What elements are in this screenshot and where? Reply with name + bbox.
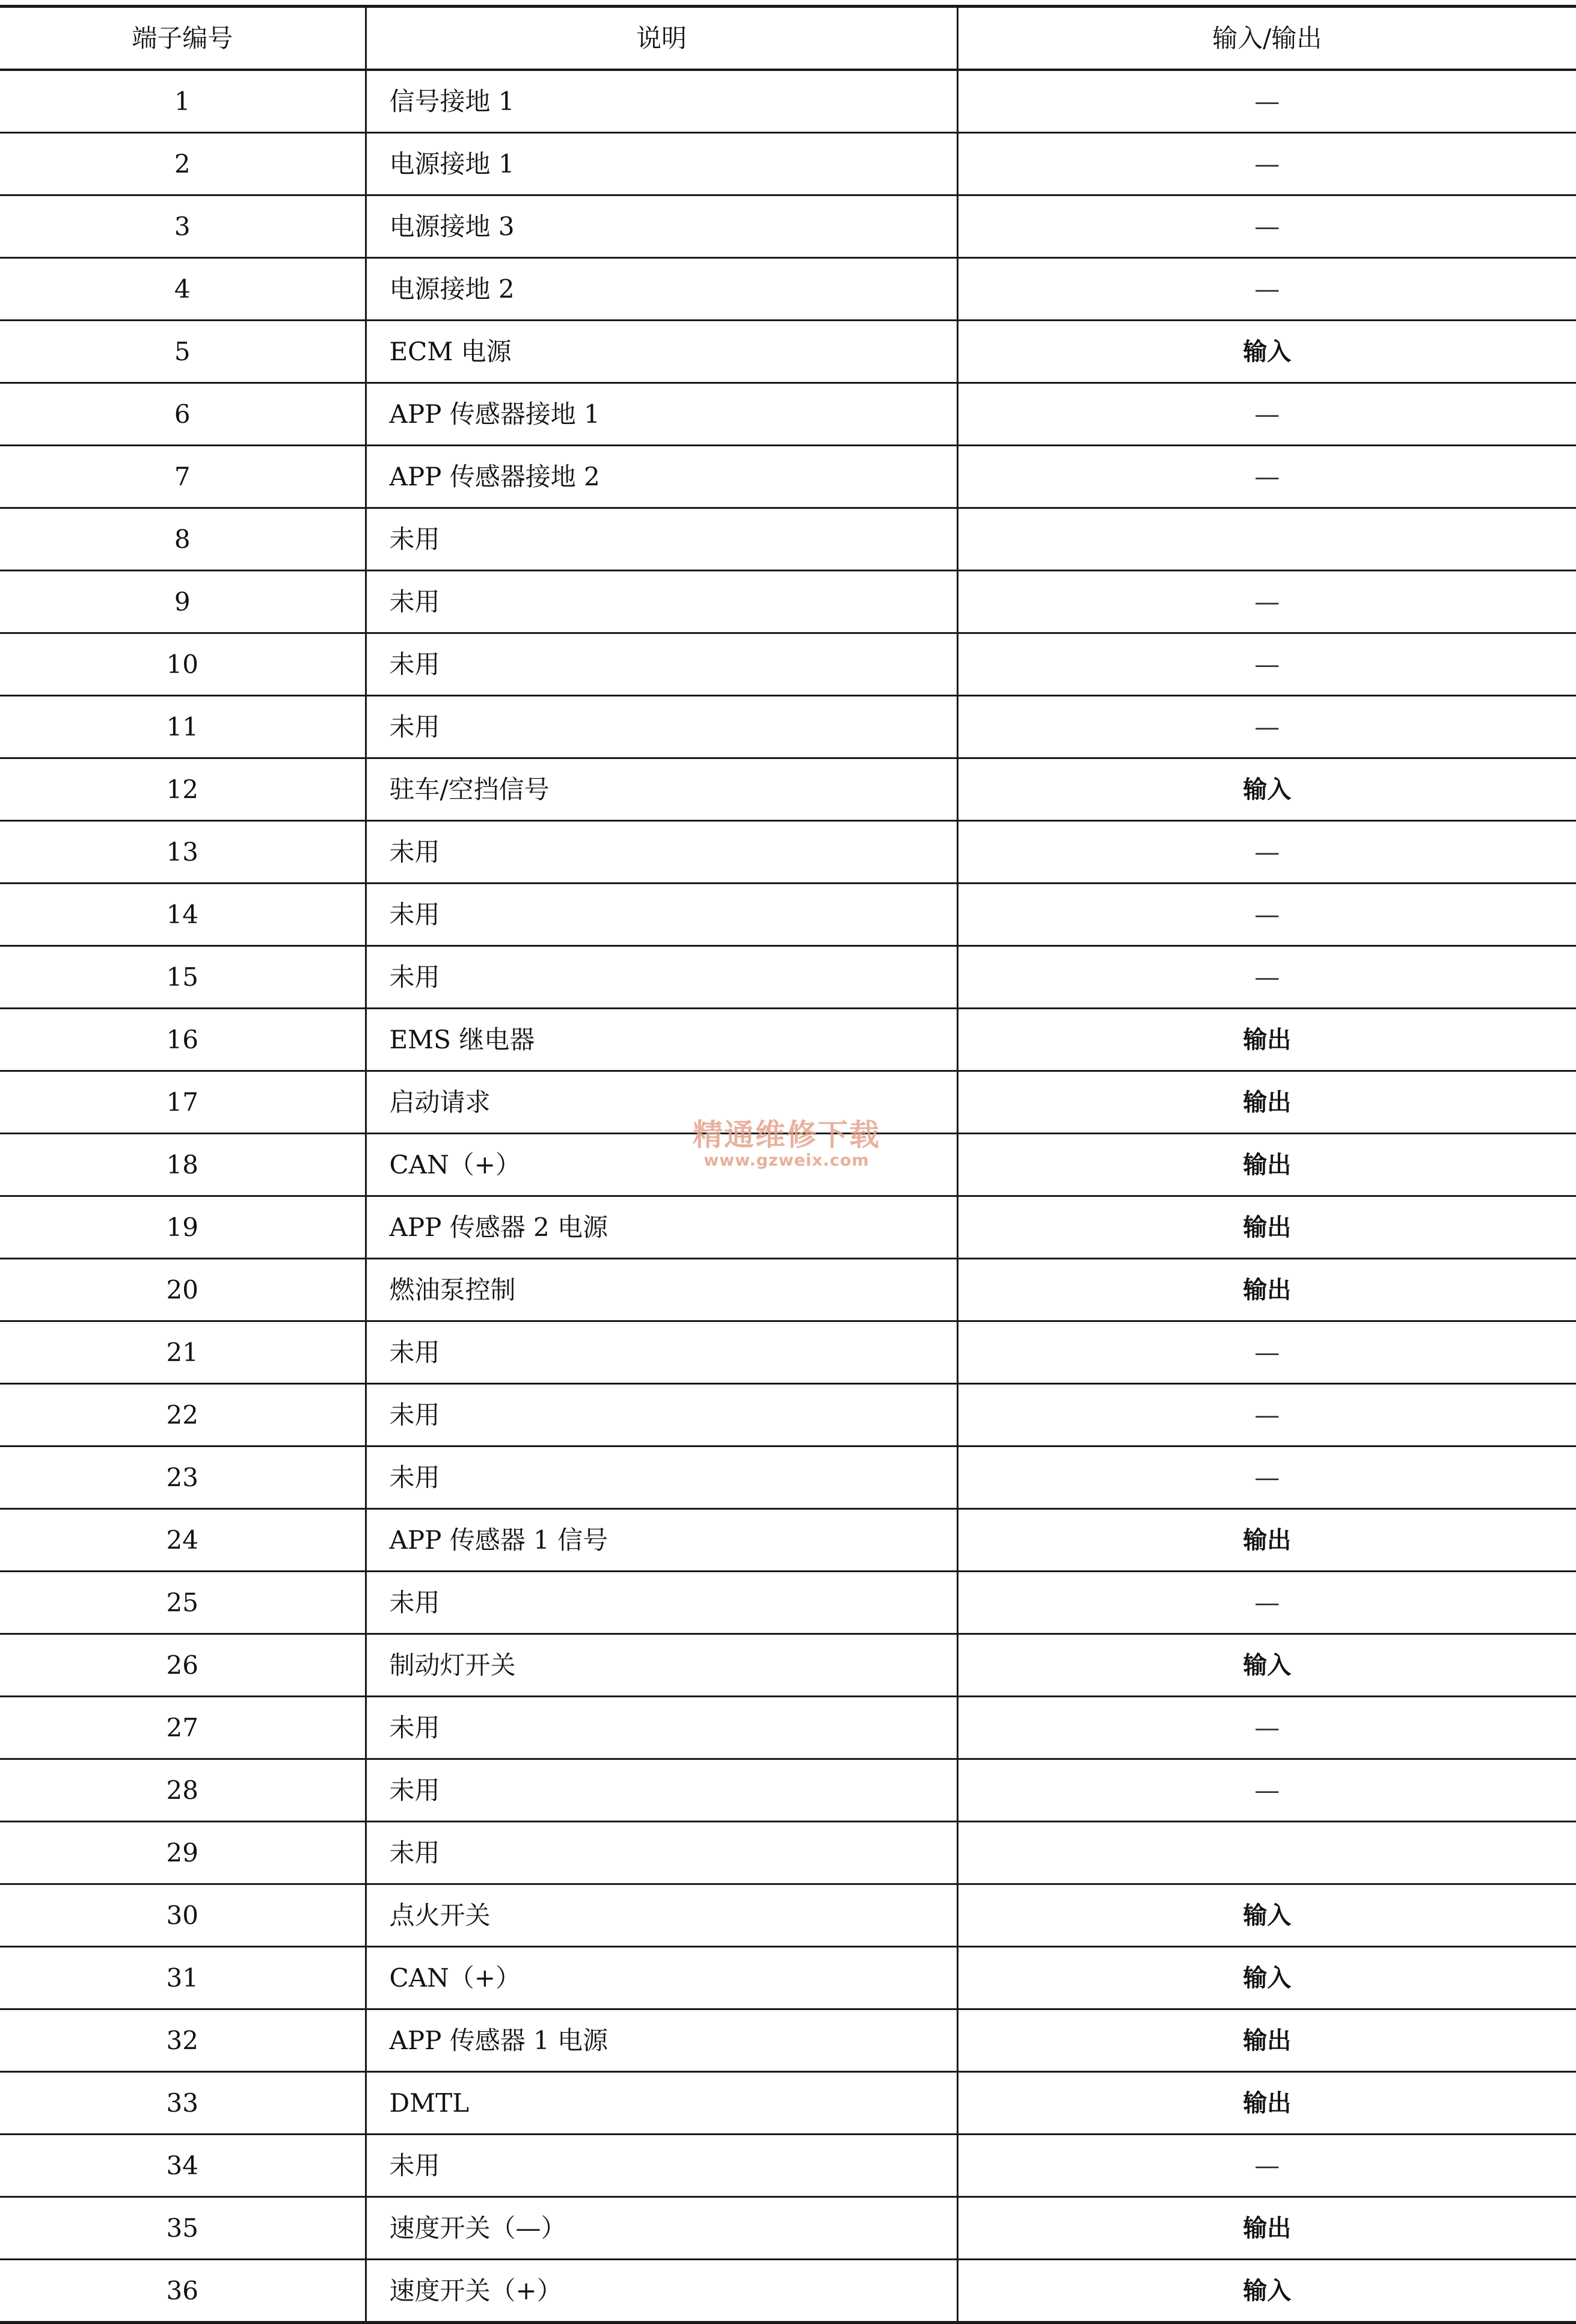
description-cell: 未用	[366, 884, 957, 946]
terminal-number-cell: 14	[0, 884, 366, 946]
input-output-cell: —	[957, 258, 1576, 321]
input-output-cell: —	[957, 1697, 1576, 1759]
header-input-output: 输入/输出	[957, 7, 1576, 70]
description-cell: 未用	[366, 1822, 957, 1884]
input-output-cell: —	[957, 133, 1576, 195]
terminal-number-cell: 11	[0, 696, 366, 758]
input-output-cell	[957, 508, 1576, 571]
description-cell: 未用	[366, 1697, 957, 1759]
terminal-number-cell: 30	[0, 1884, 366, 1947]
table-row	[0, 696, 1576, 758]
terminal-number-cell: 28	[0, 1759, 366, 1822]
description-cell: APP 传感器 1 电源	[366, 2009, 957, 2072]
input-output-cell: 输入	[957, 2260, 1576, 2323]
description-cell: CAN（+）	[366, 1134, 957, 1196]
input-output-cell: —	[957, 1384, 1576, 1446]
terminal-number-cell: 7	[0, 446, 366, 508]
description-cell: 电源接地 2	[366, 258, 957, 321]
description-cell: 点火开关	[366, 1884, 957, 1947]
table-header	[0, 7, 1576, 70]
table-row	[0, 1884, 1576, 1947]
terminal-number-cell: 1	[0, 70, 366, 133]
input-output-cell: 输入	[957, 1884, 1576, 1947]
description-cell: 未用	[366, 508, 957, 571]
description-cell: 电源接地 3	[366, 195, 957, 258]
input-output-cell: 输出	[957, 1009, 1576, 1071]
table-row	[0, 1446, 1576, 1509]
description-cell: 未用	[366, 1759, 957, 1822]
description-cell: 电源接地 1	[366, 133, 957, 195]
input-output-cell: 输出	[957, 1259, 1576, 1321]
input-output-cell: —	[957, 383, 1576, 446]
table-row	[0, 2260, 1576, 2323]
terminal-number-cell: 3	[0, 195, 366, 258]
input-output-cell	[957, 1822, 1576, 1884]
table-row	[0, 446, 1576, 508]
terminal-number-cell: 19	[0, 1196, 366, 1259]
table-row	[0, 946, 1576, 1009]
description-cell: 未用	[366, 633, 957, 696]
table-row	[0, 1009, 1576, 1071]
terminal-number-cell: 16	[0, 1009, 366, 1071]
terminal-number-cell: 12	[0, 758, 366, 821]
description-cell: 未用	[366, 946, 957, 1009]
input-output-cell: —	[957, 821, 1576, 884]
description-cell: 速度开关（—）	[366, 2197, 957, 2260]
table-row	[0, 1634, 1576, 1697]
description-cell: 未用	[366, 2135, 957, 2197]
input-output-cell: 输出	[957, 2072, 1576, 2135]
terminal-number-cell: 8	[0, 508, 366, 571]
header-description: 说明	[366, 7, 957, 70]
input-output-cell: —	[957, 70, 1576, 133]
input-output-cell: —	[957, 946, 1576, 1009]
input-output-cell: 输出	[957, 1509, 1576, 1572]
table-body	[0, 70, 1576, 2323]
input-output-cell: 输出	[957, 2197, 1576, 2260]
input-output-cell: —	[957, 884, 1576, 946]
description-cell: 未用	[366, 1572, 957, 1634]
table-row	[0, 1321, 1576, 1384]
terminal-number-cell: 36	[0, 2260, 366, 2323]
terminal-number-cell: 25	[0, 1572, 366, 1634]
table-row	[0, 508, 1576, 571]
table-row	[0, 1384, 1576, 1446]
table-row	[0, 1134, 1576, 1196]
description-cell: 启动请求	[366, 1071, 957, 1134]
input-output-cell: —	[957, 633, 1576, 696]
description-cell: 未用	[366, 696, 957, 758]
table-row	[0, 321, 1576, 383]
table-row	[0, 2009, 1576, 2072]
watermark-url: www.gzweix.com	[704, 1151, 869, 1170]
input-output-cell: 输入	[957, 758, 1576, 821]
table-row	[0, 821, 1576, 884]
terminal-number-cell: 2	[0, 133, 366, 195]
terminal-number-cell: 21	[0, 1321, 366, 1384]
table-row	[0, 1509, 1576, 1572]
input-output-cell: —	[957, 446, 1576, 508]
table-row	[0, 1759, 1576, 1822]
description-cell: APP 传感器 2 电源	[366, 1196, 957, 1259]
terminal-number-cell: 10	[0, 633, 366, 696]
terminal-number-cell: 13	[0, 821, 366, 884]
terminal-number-cell: 26	[0, 1634, 366, 1697]
table-row	[0, 1947, 1576, 2009]
input-output-cell: —	[957, 1321, 1576, 1384]
input-output-cell: —	[957, 571, 1576, 633]
input-output-cell: 输出	[957, 1134, 1576, 1196]
table-row	[0, 383, 1576, 446]
terminal-number-cell: 34	[0, 2135, 366, 2197]
description-cell: APP 传感器 1 信号	[366, 1509, 957, 1572]
table-row	[0, 1071, 1576, 1134]
table-row	[0, 884, 1576, 946]
input-output-cell: —	[957, 195, 1576, 258]
input-output-cell: —	[957, 1572, 1576, 1634]
input-output-cell: 输出	[957, 2009, 1576, 2072]
terminal-number-cell: 23	[0, 1446, 366, 1509]
input-output-cell: —	[957, 1759, 1576, 1822]
description-cell: DMTL	[366, 2072, 957, 2135]
header-terminal-number: 端子编号	[0, 7, 366, 70]
terminal-table-container	[0, 5, 1576, 2324]
terminal-number-cell: 15	[0, 946, 366, 1009]
table-row	[0, 195, 1576, 258]
description-cell: EMS 继电器	[366, 1009, 957, 1071]
description-cell: 制动灯开关	[366, 1634, 957, 1697]
table-row	[0, 1697, 1576, 1759]
description-cell: ECM 电源	[366, 321, 957, 383]
input-output-cell: —	[957, 696, 1576, 758]
description-cell: APP 传感器接地 2	[366, 446, 957, 508]
input-output-cell: 输入	[957, 1947, 1576, 2009]
terminal-number-cell: 18	[0, 1134, 366, 1196]
input-output-cell: 输出	[957, 1196, 1576, 1259]
terminal-number-cell: 29	[0, 1822, 366, 1884]
terminal-number-cell: 27	[0, 1697, 366, 1759]
table-row	[0, 1259, 1576, 1321]
input-output-cell: 输出	[957, 1071, 1576, 1134]
description-cell: CAN（+）	[366, 1947, 957, 2009]
table-row	[0, 2072, 1576, 2135]
terminal-number-cell: 5	[0, 321, 366, 383]
header-row	[0, 7, 1576, 70]
input-output-cell: —	[957, 1446, 1576, 1509]
table-row	[0, 2197, 1576, 2260]
terminal-number-cell: 22	[0, 1384, 366, 1446]
watermark-text: 精通维修下载	[693, 1117, 880, 1152]
terminal-number-cell: 24	[0, 1509, 366, 1572]
description-cell: APP 传感器接地 1	[366, 383, 957, 446]
description-cell: 未用	[366, 1384, 957, 1446]
description-cell: 速度开关（+）	[366, 2260, 957, 2323]
terminal-number-cell: 31	[0, 1947, 366, 2009]
terminal-number-cell: 33	[0, 2072, 366, 2135]
terminal-number-cell: 35	[0, 2197, 366, 2260]
description-cell: 未用	[366, 1446, 957, 1509]
table-row	[0, 1822, 1576, 1884]
table-row	[0, 633, 1576, 696]
description-cell: 未用	[366, 1321, 957, 1384]
terminal-number-cell: 6	[0, 383, 366, 446]
table-row	[0, 70, 1576, 133]
terminal-number-cell: 17	[0, 1071, 366, 1134]
table-row	[0, 758, 1576, 821]
table-row	[0, 1572, 1576, 1634]
terminal-number-cell: 20	[0, 1259, 366, 1321]
input-output-cell: 输入	[957, 321, 1576, 383]
table-row	[0, 133, 1576, 195]
table-row	[0, 2135, 1576, 2197]
input-output-cell: —	[957, 2135, 1576, 2197]
description-cell: 驻车/空挡信号	[366, 758, 957, 821]
table-row	[0, 571, 1576, 633]
terminal-table	[0, 5, 1576, 2324]
description-cell: 信号接地 1	[366, 70, 957, 133]
table-row	[0, 258, 1576, 321]
terminal-number-cell: 4	[0, 258, 366, 321]
description-cell: 未用	[366, 821, 957, 884]
table-row	[0, 1196, 1576, 1259]
terminal-number-cell: 9	[0, 571, 366, 633]
input-output-cell: 输入	[957, 1634, 1576, 1697]
description-cell: 燃油泵控制	[366, 1259, 957, 1321]
terminal-number-cell: 32	[0, 2009, 366, 2072]
description-cell: 未用	[366, 571, 957, 633]
